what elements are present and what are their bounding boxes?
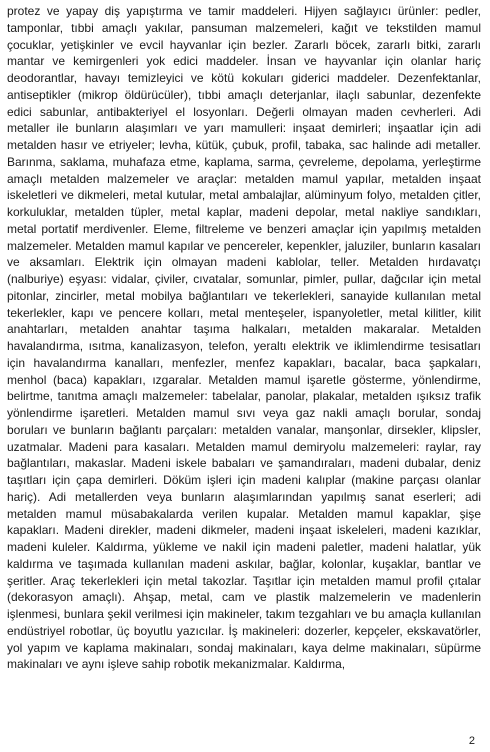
page-number: 2 — [468, 735, 475, 747]
body-paragraph: protez ve yapay diş yapıştırma ve tamir maddeleri. Hijyen sağlayıcı ürünler: pedler, tamponlar, tıbbi amaçlı yakılar, pansuman malzemeleri, kağıt ve tekstilden mamul çocuklar, yetişkinler ve evcil hayvanlar için bezler. Zararlı böcek, zararlı bitki, zararlı mantar ve kemirgenleri yok edici maddeler. İnsan ve hayvanlar için olanlar hariç deodorantlar, havayı temizleyici ve kötü kokuları giderici maddeler. Dezenfektanlar, antiseptikler (mikrop öldürücüler), tıbbi amaçlı deterjanlar, ilaçlı sabunlar, dezenfekte edici sabunlar, antibakteriyel el losyonları. Değerli olmayan maden cevherleri. Adi metaller ile bunların alaşımları ve yarı mamulleri: inşaat demirleri; inşaatlar için adi metalden hasır ve etriyeler; levha, kütük, çubuk, profil, tabaka, sac halinde adi metaller. Barınma, saklama, muhafaza etme, kaplama, sarma, çevreleme, depolama, yerleştirme amaçlı metalden malzemeler ve araçlar: metalden mamul yapılar, metalden inşaat iskeletleri ve dikmeleri, metal kutular, metal ambalajlar, alüminyum folyo, metalden çitler, korkuluklar, metalden tüpler, metal kaplar, madeni depolar, metal nakliye sandıkları, metal portatif merdivenler. Eleme, filtreleme ve benzeri amaçlar için yapılmış metalden malzemeler. Metalden mamul kapılar ve pencereler, kepenkler, jaluziler, bunların kasaları ve aksamları. Elektrik için olmayan madeni kablolar, teller. Metalden hırdavatçı (nalburiye) eşyası: vidalar, çiviler, cıvatalar, somunlar, pimler, pullar, dağcılar için metal pitonlar, zincirler, metal mobilya bağlantıları ve tekerlekleri, sanayide kullanılan metal tekerlekler, kapı ve pencere kolları, metal menteşeler, ispanyoletler, metal kilitler, kilit anahtarları, metalden anahtar taşıma halkaları, metalden makaralar. Metalden havalandırma, ısıtma, kanalizasyon, telefon, yeraltı elektrik ve iklimlendirme tesisatları için havalandırma kanalları, menfezler, menfez kapakları, bacalar, baca şapkaları, menhol (baca) kapakları, ızgaralar. Metalden mamul işaretle gösterme, yönlendirme, belirtme, tanıtma amaçlı malzemeler: tabelalar, panolar, plakalar, metalden ışıksız trafik yönlendirme işaretleri. Metalden mamul sıvı veya gaz nakli amaçlı borular, sondaj boruları ve bunların bağlantı parçaları: metalden vanalar, manşonlar, dirsekler, klipsler, uzatmalar. Madeni para kasaları. Metalden mamul demiryolu malzemeleri: raylar, ray bağlantıları, makaslar. Madeni iskele babaları ve şamandıraları, madeni dubalar, deniz taşıtları için çapa demirleri. Döküm işleri için madeni kalıplar (makine parçası olanlar hariç). Adi metallerden veya bunların alaşımlarından yapılmış sanat eserleri; adi metalden mamul müsabakalarda verilen kupalar. Metalden mamul kapaklar, şişe kapakları. Madeni direkler, madeni dikmeler, madeni inşaat iskeleleri, madeni kazıklar, madeni kuleler. Kaldırma, yükleme ve nakil için madeni paletler, madeni halatlar, yük kaldırma ve taşımada kullanılan madeni askılar, bağlar, kolonlar, kuşaklar, bantlar ve şeritler. Araç tekerlekleri için metal takozlar. Taşıtlar için metalden mamul profil çıtalar (dekorasyon amaçlı). Ahşap, metal, cam ve plastik malzemelerin ve madenlerin işlenmesi, bunlara şekil verilmesi için makineler, takım tezgahları ve bu amaçla kullanılan endüstriyel robotlar, üç boyutlu yazıcılar. İş makineleri: dozerler, kepçeler, ekskavatörler, yol yapım ve kaplama makinaları, sondaj makinaları, kaya delme makinaları, süpürme makinaları ve aynı işleve sahip robotik mekanizmalar. Kaldırma, — [7, 4, 481, 672]
document-page — [7, 3, 481, 673]
